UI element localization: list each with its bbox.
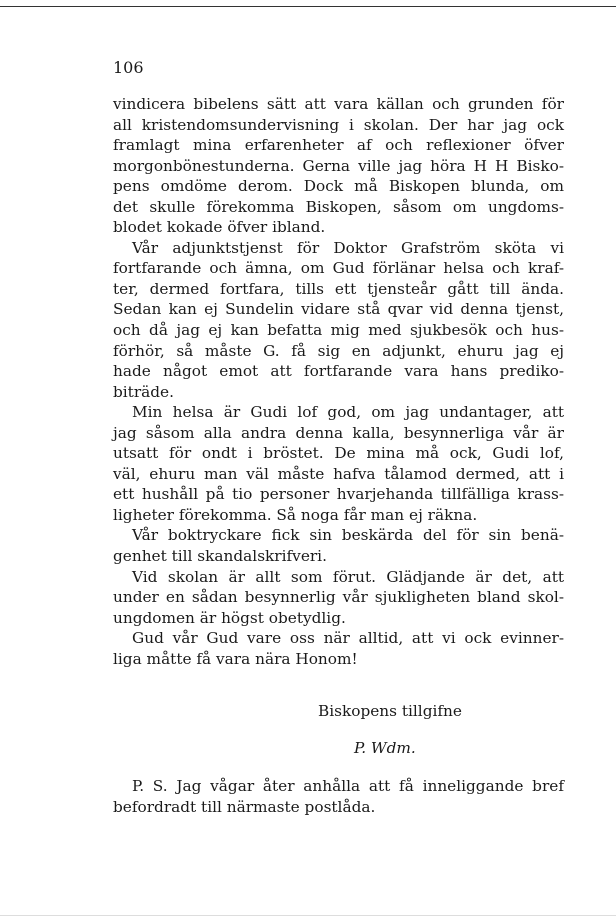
text-line: hade något emot att fortfarande vara hans prediko- bbox=[113, 362, 564, 381]
page-number: 106 bbox=[113, 58, 144, 77]
text-line: liga måtte få vara nära Honom! bbox=[113, 649, 358, 668]
text-line: förhör, så måste G. få sig en adjunkt, ehuru jag ej bbox=[113, 341, 564, 360]
text-line: Vid skolan är allt som förut. Glädjande är det, att bbox=[132, 567, 564, 586]
text-line: vindicera bibelens sätt att vara källan och grunden för bbox=[113, 95, 564, 113]
text-line: utsatt för ondt i bröstet. De mina må ock, Gudi lof, bbox=[113, 444, 564, 463]
text-line: pens omdöme derom. Dock må Biskopen blunda, om bbox=[113, 177, 564, 196]
text-line: ett hushåll på tio personer hvarjehanda tillfälliga krass- bbox=[113, 485, 564, 504]
postscript bbox=[113, 776, 564, 817]
text-line: biträde. bbox=[113, 382, 174, 401]
signature: P. Wdm. bbox=[354, 739, 416, 757]
text-line: ligheter förekomma. Så noga får man ej räkna. bbox=[113, 505, 478, 524]
text-line: Min helsa är Gudi lof god, om jag undantager, att bbox=[132, 403, 564, 422]
top-edge-rule bbox=[0, 6, 616, 7]
text-line: Sedan kan ej Sundelin vidare stå qvar vid denna tjenst, bbox=[113, 300, 564, 319]
closing-greeting: Biskopens tillgifne bbox=[318, 702, 462, 720]
text-line: blodet kokade öfver ibland. bbox=[113, 218, 326, 237]
text-line: det skulle förekomma Biskopen, såsom om ungdoms- bbox=[113, 197, 564, 216]
text-line: under en sådan besynnerlig vår sjukligheten bland skol- bbox=[113, 588, 564, 607]
text-line: all kristendomsundervisning i skolan. Der har jag ock bbox=[113, 115, 564, 134]
text-line: ter, dermed fortfara, tills ett tjensteår gått till ända. bbox=[113, 279, 564, 298]
text-line: Vår boktryckare fick sin beskärda del för sin benä- bbox=[132, 526, 564, 545]
text-line: jag såsom alla andra denna kalla, besynnerliga vår är bbox=[113, 423, 564, 442]
text-line: väl, ehuru man väl måste hafva tålamod dermed, att i bbox=[113, 464, 564, 483]
postscript-line: befordradt till närmaste postlåda. bbox=[113, 797, 376, 816]
letter-body bbox=[113, 94, 564, 669]
bottom-edge-rule bbox=[0, 915, 616, 916]
text-line: morgonbönestunderna. Gerna ville jag höra H H Bisko- bbox=[113, 156, 564, 175]
text-line: framlagt mina erfarenheter af och reflexioner öfver bbox=[113, 136, 564, 155]
text-line: och då jag ej kan befatta mig med sjukbesök och hus- bbox=[113, 321, 564, 340]
text-line: ungdomen är högst obetydlig. bbox=[113, 608, 346, 627]
text-line: genhet till skandalskrifveri. bbox=[113, 547, 327, 566]
text-line: fortfarande och ämna, om Gud förlänar helsa och kraf- bbox=[113, 259, 564, 278]
text-line: Gud vår Gud vare oss när alltid, att vi ock evinner- bbox=[132, 629, 564, 648]
postscript-line: P. S. Jag vågar åter anhålla att få inneliggande bref bbox=[132, 777, 564, 795]
text-line: Vår adjunktstjenst för Doktor Grafström sköta vi bbox=[132, 238, 564, 257]
